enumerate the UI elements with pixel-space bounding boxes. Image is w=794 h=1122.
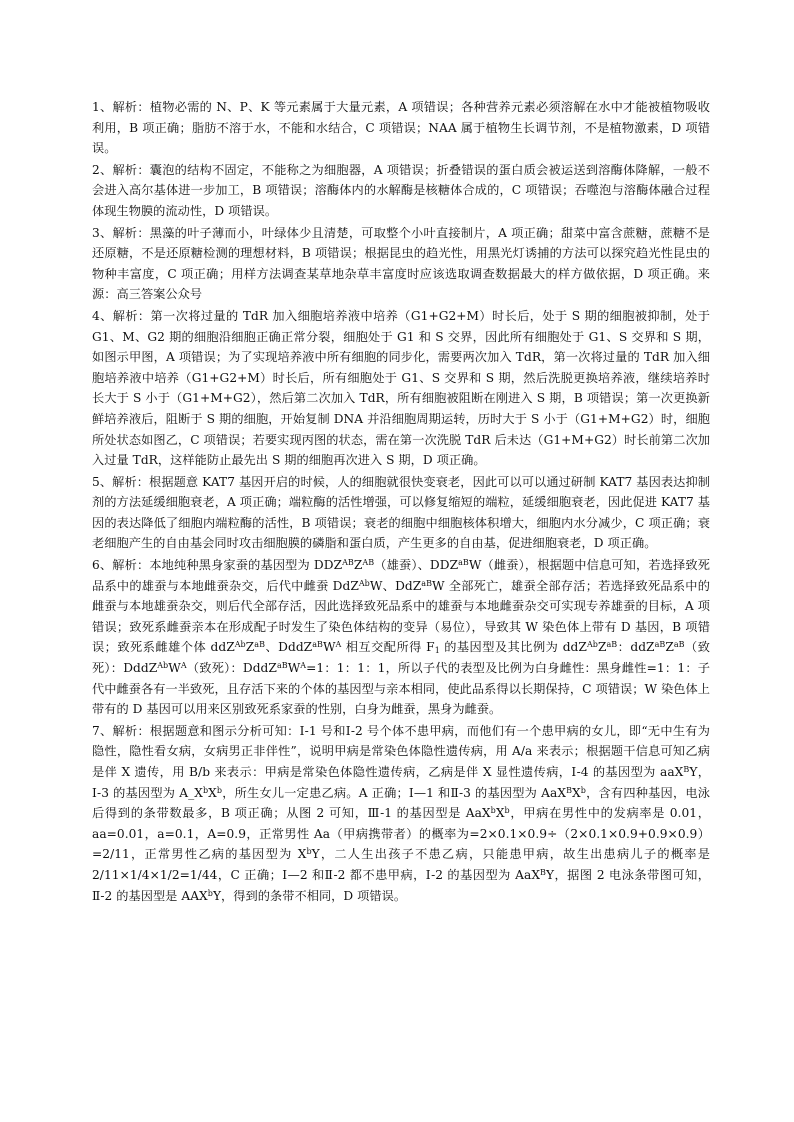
paragraph-text: Z	[597, 640, 607, 655]
superscript-text: Ab	[234, 640, 246, 650]
paragraph-text: 相互交配所得 F	[341, 640, 435, 655]
superscript-text: b	[490, 806, 496, 816]
superscript-text: B	[683, 765, 690, 774]
paragraph-text: Z	[353, 558, 363, 573]
superscript-text: b	[216, 785, 223, 795]
superscript-text: B	[540, 867, 546, 877]
answer-document	[92, 97, 710, 907]
superscript-text: aB	[606, 640, 618, 650]
superscript-text: b	[207, 888, 213, 898]
paragraph-text: 、DddZ	[265, 640, 313, 655]
paragraph-text: Y，据图 2 电泳条带图可知，Ⅱ-2 的基因型是 AAX	[92, 867, 710, 903]
paragraph-text: Y，二人生出孩子不患乙病，只能患甲病，故生出患病儿子的概率是 2/11×1/4×1/2=1/44，C 正确；Ⅰ—2 和Ⅱ-2 都不患甲病，Ⅰ-2 的基因型为 AaX	[92, 847, 710, 882]
superscript-text: b	[306, 847, 312, 857]
superscript-text: AB	[362, 558, 375, 568]
superscript-text: A	[180, 661, 187, 671]
superscript-text: aB	[254, 640, 266, 650]
superscript-text: Ab	[358, 578, 370, 588]
paragraph-text: （雄蚕）、DDZ	[374, 558, 459, 573]
superscript-text: A	[300, 661, 307, 671]
superscript-text: A	[335, 640, 342, 650]
superscript-text: aB	[312, 640, 323, 650]
superscript-text: b	[202, 785, 209, 795]
superscript-text: Ab	[586, 640, 598, 650]
paragraph-text: =1：1：1：1，所以子代的表型及比例为白身雌性：黑身雌性=1：1：子代中雌蚕各有一半致死，且存活下来的个体的基因型与亲本相同，使此品系得以长期保持，C 项错误；W 染色体上带有的 D 基因可以用来区别致死系家蚕的性别，白身为雌蚕，黑身为雌蚕。	[92, 661, 710, 717]
paragraph-text: ，含有四种基因，电泳后得到的条带数最多，B 项正确；从图 2 可知，Ⅲ-1 的基因型是 AaX	[92, 785, 711, 821]
paragraph-text: （致死）：DddZ	[92, 640, 710, 676]
paragraph-text: 7、解析：根据题意和图示分析可知：Ⅰ-1 号和Ⅰ-2 号个体不患甲病，而他们有一个患甲病的女儿，即“无中生有为隐性，隐性看女病，女病男正非伴性”，说明甲病是常染色体隐性遗传病，用 A/a 来表示；根据题干信息可知乙病是伴 X 遗传，用 B/b 来表示：甲病是常染色体隐性遗传病，乙病是伴 X 显性遗传病，Ⅰ-4 的基因型为 aaX	[92, 723, 710, 779]
paragraph-text: W 全部死亡，雄蚕全部存活；若选择致死品系中的雌蚕与本地雄蚕杂交，则后代全部存活，因此选择致死品系中的雄蚕与本地雌蚕杂交可实现专养雄蚕的目标，A 项错误；致死系雌蚕亲本在形成配子时发生了染色体结构的变异（易位），导致其 W 染色体上带有 D 基因，B 项错误；致死系雌雄个体 ddZ	[92, 578, 710, 655]
paragraph-text: Y，Ⅰ-3 的基因型为 A_X	[92, 765, 710, 800]
answer-paragraph-q6	[92, 555, 710, 720]
paragraph-text: Z	[665, 640, 674, 655]
paragraph-text: （致死）：DddZ	[186, 661, 277, 676]
paragraph-text: W	[287, 661, 301, 676]
answer-paragraph-q7	[92, 721, 710, 906]
paragraph-text: 4、解析：第一次将过量的 TdR 加入细胞培养液中培养（G1+G2+M）时长后，处于 S 期的细胞被抑制，处于 G1、M、G2 期的细胞沿细胞正确正常分裂，细胞处于 G1 和 S 交界，因此所有细胞处于 G1、S 交界和 S 期，如图示甲图，A 项错误；为了实现培养液中所有细胞的同步化，需要两次加入 TdR，第一次将过量的 TdR 加入细胞培养液中培养（G1+G2+M）时长后，所有细胞处于 G1、S 交界和 S 期，然后洗脱更换培养液，继续培养时长大于 S 小于（G1+M+G2），然后第二次加入 TdR，所有细胞被阻断在刚进入 S 期，B 项错误；第一次更换新鲜培养液后，阻断于 S 期的细胞，开始复制 DNA 并沿细胞周期运转，历时大于 S 小于（G1+M+G2）时，细胞所处状态如图乙，C 项错误；若要实现丙图的状态，需在第一次洗脱 TdR 后未达（G1+M+G2）时长前第二次加入过量 TdR，这样能防止最先出 S 期的细胞再次进入 S 期，D 项正确。	[92, 308, 710, 468]
paragraph-text: W	[322, 640, 336, 655]
answer-paragraph-q4	[92, 306, 710, 471]
paragraph-text: X	[495, 806, 505, 821]
answer-paragraph-q2	[92, 160, 710, 222]
superscript-text: aB	[654, 640, 666, 650]
paragraph-text: Y，得到的条带不相同，D 项错误。	[212, 888, 407, 903]
superscript-text: B	[566, 785, 573, 795]
superscript-text: AB	[342, 558, 354, 568]
superscript-text: aB	[276, 661, 288, 671]
superscript-text: Ab	[157, 661, 169, 671]
paragraph-text: ，所生女儿一定患乙病。A 正确；Ⅰ—1 和Ⅱ-3 的基因型为 AaX	[222, 785, 567, 800]
paragraph-text: 5、解析：根据题意 KAT7 基因开启的时候，人的细胞就很快变衰老，因此可以可以通过研制 KAT7 基因表达抑制剂的方法延缓细胞衰老，A 项正确；端粒酶的活性增强，可以修复缩短的端粒，延缓细胞衰老，因此促进 KAT7 基因的表达降低了细胞内端粒酶的活性，B 项错误；衰老的细胞中细胞核体积增大，细胞内水分减少，C 项正确；衰老细胞产生的自由基会同时攻击细胞膜的磷脂和蛋白质，产生更多的自由基，促进细胞衰老，D 项正确。	[92, 474, 710, 551]
superscript-text: b	[580, 785, 586, 795]
paragraph-text: X	[572, 785, 581, 800]
paragraph-text: 6、解析：本地纯种黑身家蚕的基因型为 DDZ	[92, 558, 343, 573]
paragraph-text: W	[168, 661, 181, 676]
superscript-text: aB	[458, 558, 469, 568]
answer-paragraph-q3	[92, 223, 710, 305]
paragraph-text: 的基因型及其比例为 ddZ	[439, 640, 587, 655]
paragraph-text: 2、解析：囊泡的结构不固定，不能称之为细胞器，A 项错误；折叠错误的蛋白质会被运送到溶酶体降解，一般不会进入高尔基体进一步加工，B 项错误；溶酶体内的水解酶是核糖体合成的，C 项错误；吞噬泡与溶酶体融合过程体现生物膜的流动性，D 项错误。	[92, 162, 710, 218]
answer-paragraph-q5	[92, 472, 710, 554]
superscript-text: b	[504, 806, 510, 816]
paragraph-text: 1、解析：植物必需的 N、P、K 等元素属于大量元素，A 项错误；各种营养元素必须溶解在水中才能被植物吸收利用，B 项正确；脂肪不溶于水，不能和水结合，C 项错误；NAA 属于植物生长调节剂，不是植物激素，D 项错误。	[92, 100, 710, 156]
paragraph-text: W、DdZ	[369, 578, 422, 593]
paragraph-text: X	[208, 785, 217, 800]
paragraph-text: ，甲病在男性中的发病率是 0.01，aa=0.01，a=0.1，A=0.9，正常男性 Aa（甲病携带者）的概率为=2×0.1×0.9÷（2×0.1×0.9+0.9×0.9）=2/11，正常男性乙病的基因型为 X	[92, 806, 710, 862]
superscript-text: aB	[673, 640, 685, 650]
superscript-text: aB	[421, 578, 433, 588]
paragraph-text: Z	[245, 640, 255, 655]
paragraph-text: W（雌蚕），根据题中信息可知，若选择致死品系中的雄蚕与本地雌蚕杂交，后代中雌蚕 DdZ	[92, 558, 710, 593]
paragraph-text: ：ddZ	[617, 640, 655, 655]
paragraph-text: 3、解析：黑藻的叶子薄而小，叶绿体少且清楚，可取整个小叶直接制片，A 项正确；甜菜中富含蔗糖，蔗糖不是还原糖，不是还原糖检测的理想材料，B 项错误；根据昆虫的趋光性，用黑光灯诱捕的方法可以探究趋光性昆虫的物种丰富度，C 项正确；用样方法调查某草地杂草丰富度时应该选取调查数据最大的样方做依据，D 项正确。来源：高三答案公众号	[92, 225, 710, 302]
subscript-text: 1	[434, 646, 440, 656]
answer-paragraph-q1	[92, 97, 710, 159]
